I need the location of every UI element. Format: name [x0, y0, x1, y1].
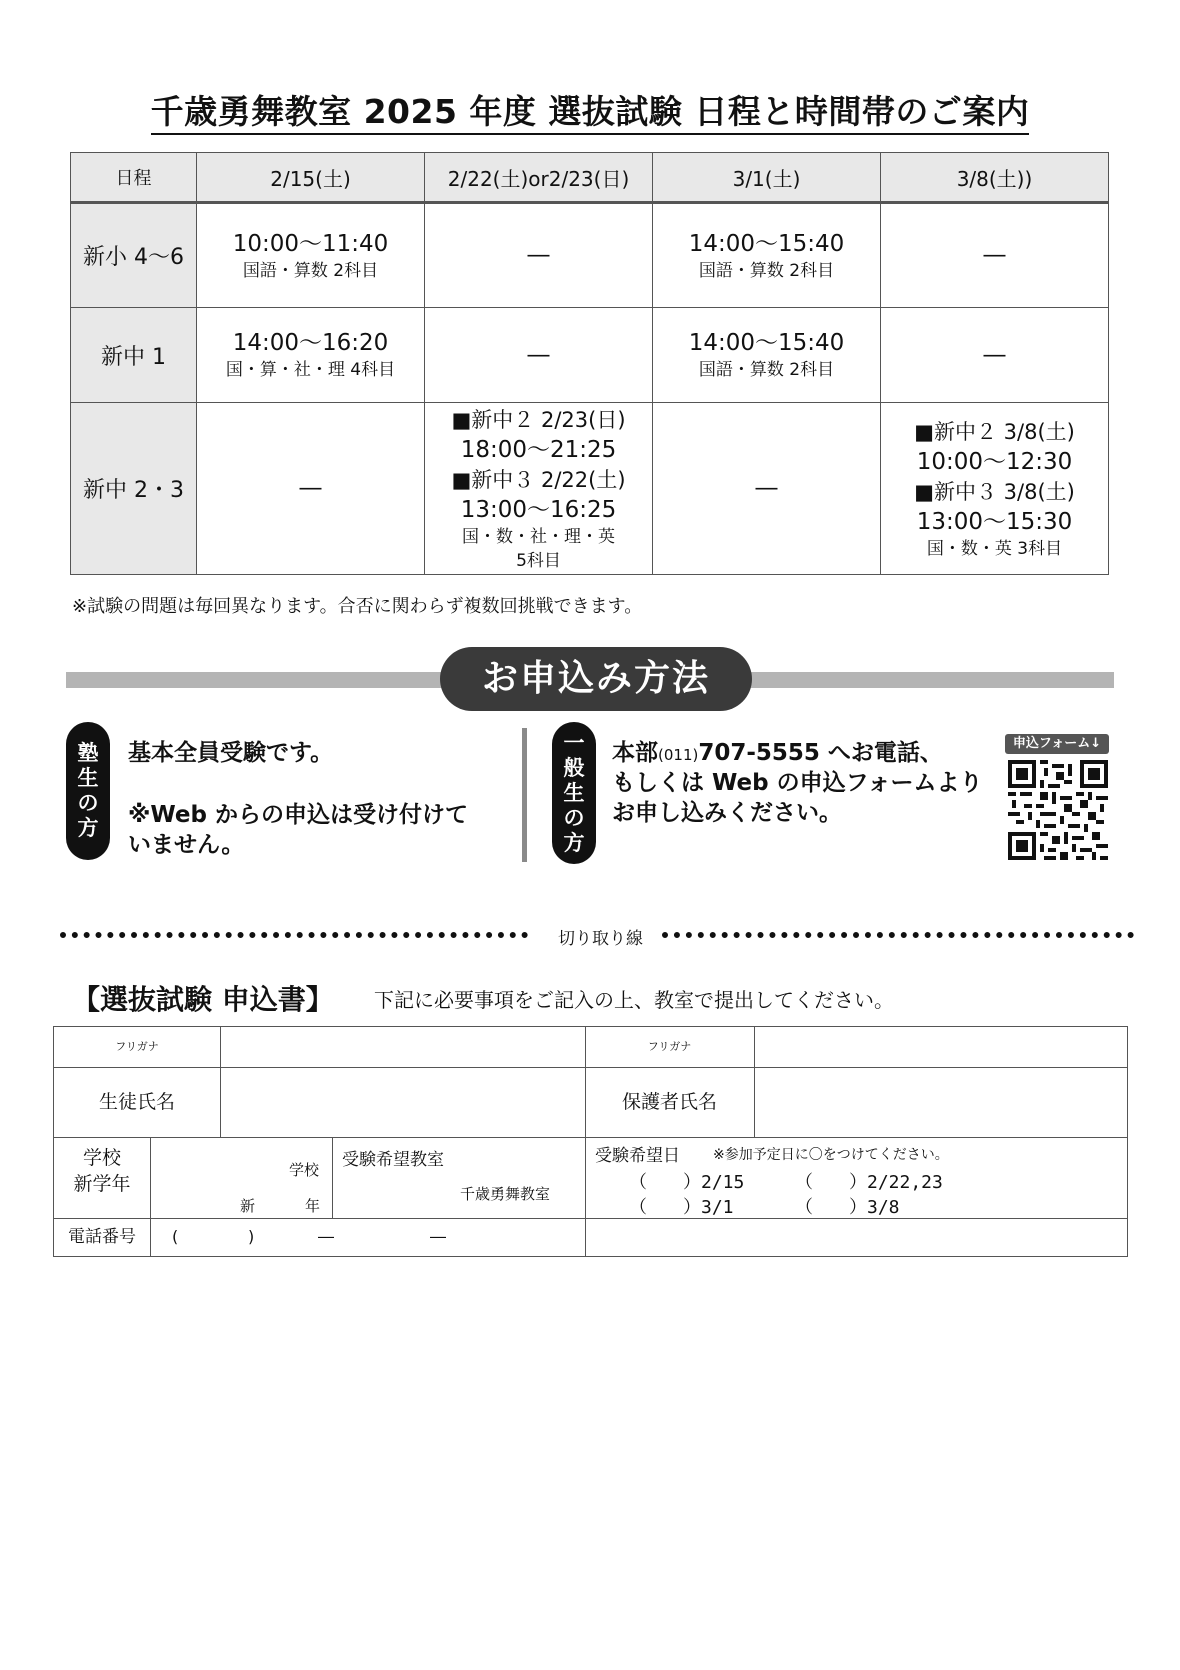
schedule-cell-empty: ― — [881, 203, 1109, 308]
cut-line-left — [60, 932, 528, 938]
school-grade-field[interactable] — [150, 1137, 332, 1218]
desired-date-field[interactable] — [585, 1137, 1127, 1218]
student-name-field[interactable] — [220, 1067, 585, 1137]
cut-line-label: 切り取り線 — [558, 929, 643, 949]
student-line-2: ※Web からの申込は受け付けて — [128, 802, 468, 828]
phone-dash: ― — [430, 1227, 446, 1246]
header-cell: 3/8(土)) — [881, 153, 1109, 203]
badge-char: 一 — [563, 730, 585, 755]
page-title-text: 千歳勇舞教室 2025 年度 選抜試験 日程と時間帯のご案内 — [151, 92, 1030, 135]
schedule-cell — [197, 203, 425, 308]
subject-count-text: 5科目 — [516, 550, 561, 571]
blank-field[interactable] — [585, 1218, 1127, 1256]
student-furigana-field[interactable] — [220, 1027, 585, 1067]
grade-cell: 新中 1 — [71, 308, 197, 403]
qr-code-icon[interactable] — [1008, 760, 1108, 860]
time-text: 18:00～21:25 — [460, 436, 617, 463]
badge-char: 方 — [77, 816, 99, 840]
session-label: ■新中３ 2/22(土) — [451, 467, 626, 492]
schedule-cell — [197, 308, 425, 403]
time-text: 13:00～15:30 — [916, 508, 1073, 535]
subject-text: 国・数・英 3科目 — [926, 538, 1063, 559]
school-label: 学校 — [82, 1147, 121, 1169]
schedule-table — [70, 152, 1109, 575]
area-code: (011) — [658, 746, 699, 764]
schedule-cell-empty: ― — [425, 308, 653, 403]
school-suffix: 学校 — [289, 1161, 320, 1179]
header-cell: 3/1(土) — [653, 153, 881, 203]
heading-bar-right — [746, 672, 1114, 688]
subject-text: 国語・算数 2科目 — [242, 260, 379, 281]
general-badge — [552, 722, 596, 864]
schedule-cell-empty: ― — [653, 403, 881, 575]
time-text: 14:00～15:40 — [688, 330, 845, 356]
desired-date-label: 受験希望日 — [595, 1146, 680, 1166]
student-name-label: 生徒氏名 — [98, 1091, 175, 1113]
phone-dash: ― — [318, 1227, 334, 1246]
time-text: 10:00～11:40 — [232, 230, 389, 257]
time-text: 10:00～12:30 — [916, 448, 1073, 475]
schedule-cell-empty: ― — [425, 203, 653, 308]
furigana-label: フリガナ — [647, 1040, 692, 1053]
subject-text: 国語・算数 2科目 — [698, 260, 835, 281]
badge-char: 生 — [563, 780, 585, 805]
form-subtitle: 下記に必要事項をご記入の上、教室で提出してください。 — [374, 988, 894, 1012]
session-label: ■新中２ 3/8(土) — [914, 419, 1075, 444]
grade-year-suffix: 年 — [305, 1197, 321, 1215]
time-text: 14:00～15:40 — [688, 230, 845, 257]
badge-char: 塾 — [77, 741, 99, 765]
desired-class-label: 受験希望教室 — [342, 1150, 444, 1170]
date-option-3-8[interactable]: （ ）3/8 — [795, 1197, 900, 1218]
phone-label: 電話番号 — [68, 1227, 136, 1247]
schedule-row — [71, 308, 1109, 403]
schedule-note: ※試験の問題は毎回異なります。合否に関わらず複数回挑戦できます。 — [72, 596, 643, 617]
method-heading: お申込み方法 — [440, 647, 752, 711]
schedule-cell-empty: ― — [197, 403, 425, 575]
student-badge — [66, 722, 110, 860]
general-line-1 — [612, 738, 943, 770]
cut-line-right — [662, 932, 1134, 938]
guardian-name-field[interactable] — [754, 1067, 1127, 1137]
section-divider — [522, 728, 527, 862]
furigana-label: フリガナ — [115, 1040, 159, 1053]
schedule-row — [71, 403, 1109, 575]
subject-text: 国語・算数 2科目 — [698, 360, 835, 380]
badge-char: 生 — [77, 766, 99, 790]
subject-text: 国・数・社・理・英 — [462, 526, 615, 547]
new-grade-label: 新学年 — [73, 1173, 131, 1195]
desired-date-note: ※参加予定日に〇をつけてください。 — [713, 1147, 949, 1163]
student-line-1: 基本全員受験です。 — [128, 740, 334, 766]
heading-bar-left — [66, 672, 446, 688]
application-form — [53, 1026, 1128, 1257]
schedule-cell — [881, 403, 1109, 575]
subject-text: 国・算・社・理 4科目 — [225, 360, 396, 380]
grade-new-prefix: 新 — [240, 1197, 256, 1215]
badge-char: 般 — [563, 755, 585, 780]
qr-label: 申込フォーム↓ — [1005, 734, 1109, 754]
page-title — [0, 86, 1180, 133]
date-option-3-1[interactable]: （ ）3/1 — [629, 1197, 734, 1218]
hq-label: 本部 — [612, 740, 658, 766]
date-option-2-22-23[interactable]: （ ）2/22,23 — [795, 1172, 943, 1193]
grade-cell: 新小 4～6 — [71, 203, 197, 308]
badge-char: 方 — [563, 830, 585, 855]
desired-class-field[interactable] — [332, 1137, 585, 1218]
badge-char: の — [563, 805, 585, 830]
time-text: 14:00～16:20 — [232, 330, 389, 356]
guardian-furigana-field[interactable] — [754, 1027, 1127, 1067]
schedule-header-row — [71, 153, 1109, 203]
schedule-cell — [425, 403, 653, 575]
session-label: ■新中３ 3/8(土) — [914, 479, 1075, 504]
date-option-2-15[interactable]: （ ）2/15 — [629, 1172, 745, 1193]
schedule-cell — [653, 308, 881, 403]
guardian-name-label: 保護者氏名 — [621, 1091, 717, 1113]
badge-char: の — [77, 791, 99, 815]
schedule-cell-empty: ― — [881, 308, 1109, 403]
school-grade-label — [54, 1145, 150, 1197]
phone-paren-open: ( — [172, 1227, 179, 1246]
header-cell: 2/22(土)or2/23(日) — [425, 153, 653, 203]
grade-cell: 新中 2・3 — [71, 403, 197, 575]
time-text: 13:00～16:25 — [460, 496, 617, 523]
phone-text: 707-5555 へお電話、 — [698, 740, 943, 766]
session-label: ■新中２ 2/23(日) — [451, 407, 626, 432]
schedule-cell — [653, 203, 881, 308]
general-line-3: お申し込みください。 — [612, 800, 842, 826]
header-cell: 日程 — [71, 153, 197, 203]
schedule-row — [71, 203, 1109, 308]
general-line-2: もしくは Web の申込フォームより — [612, 770, 983, 796]
phone-paren-close: ) — [248, 1227, 255, 1246]
student-line-3: いません。 — [128, 832, 245, 858]
phone-field[interactable] — [150, 1218, 585, 1256]
form-title: 【選抜試験 申込書】 — [72, 983, 334, 1016]
class-name: 千歳勇舞教室 — [460, 1185, 551, 1203]
header-cell: 2/15(土) — [197, 153, 425, 203]
